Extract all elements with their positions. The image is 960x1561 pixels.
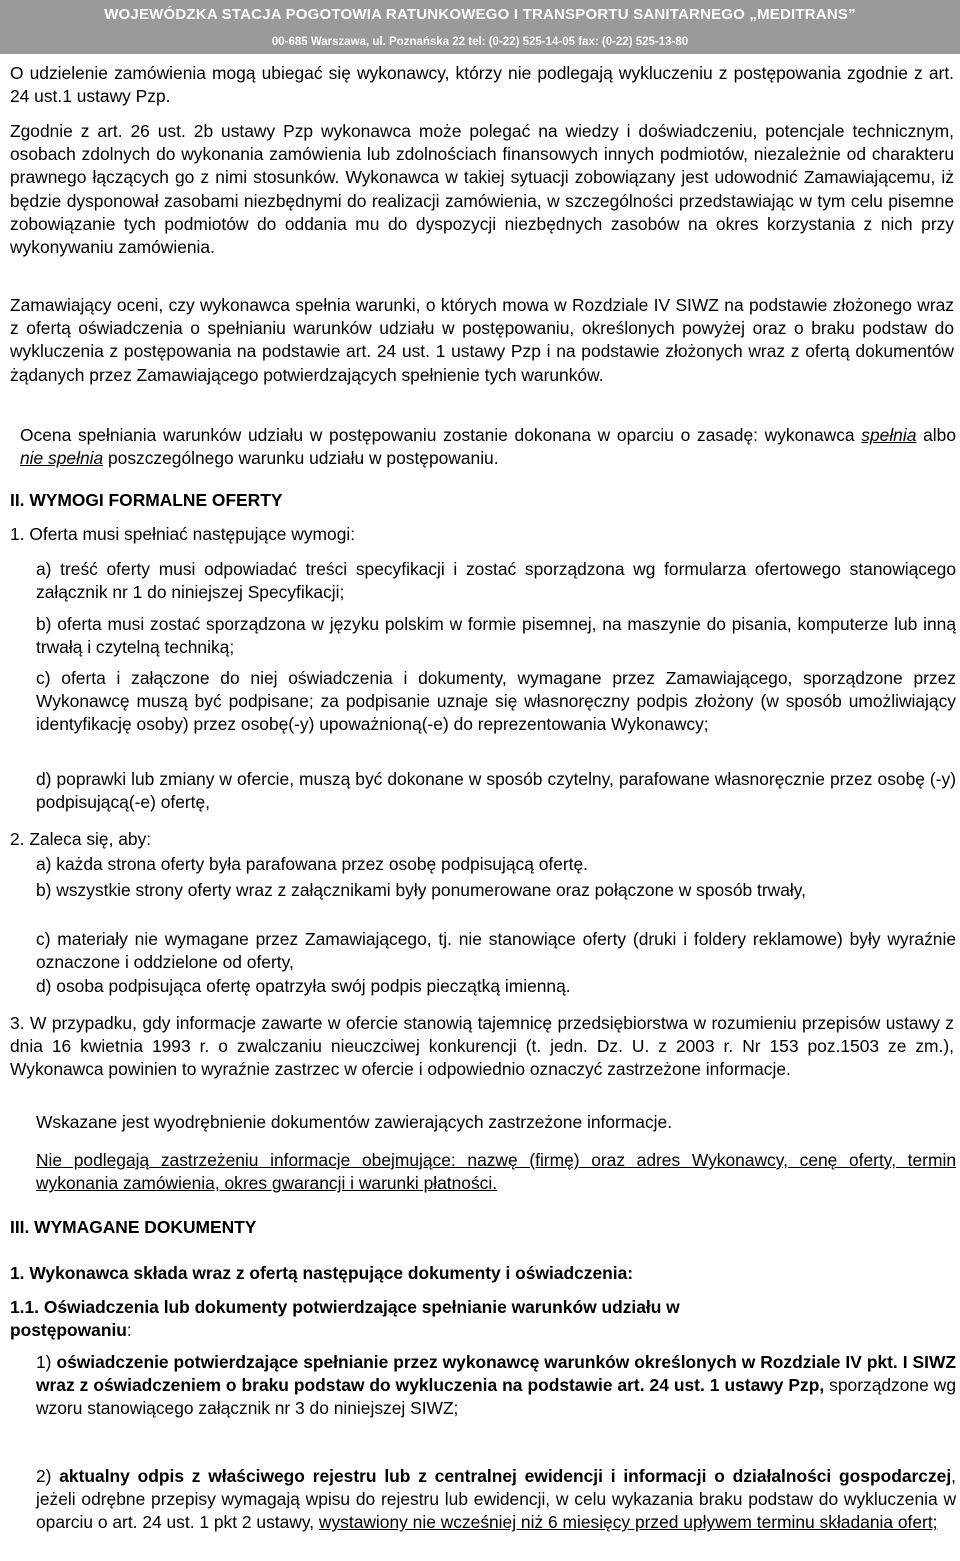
paragraph-assessment-rule [20, 424, 956, 470]
document-1-rest: sporządzone wg wzoru stanowiącego załącznik nr 3 do niniejszej SIWZ; [36, 1375, 956, 1419]
paragraph-evaluation: Zamawiający oceni, czy wykonawca spełnia warunki, o których mowa w Rozdziale IV SIWZ na podstawie złożonego wraz z ofertą oświadczenia o spełnianiu warunków udziału w postępowaniu, określonych powyżej oraz o braku podstaw do wykluczenia z postępowania na podstawie art. 24 ust. 1 ustawy Pzp i na podstawie złożonych wraz z ofertą dokumentów żądanych przez Zamawiającego potwierdzających spełnienie tych warunków. [10, 295, 954, 385]
section-3-item-1-1 [10, 1296, 954, 1342]
document-2 [36, 1465, 956, 1535]
section-2-item-3: 3. W przypadku, gdy informacje zawarte w ofercie stanowią tajemnicę przedsiębiorstwa w rozumieniu przepisów ustawy z dnia 16 kwietnia 1993 r. o zwalczaniu nieuczciwej konkurencji (t. jedn. Dz. U. z 2003 r. Nr 153 poz.1503 ze zm.), Wykonawca powinien to wyraźnie zastrzec w ofercie i odpowiednio oznaczyć zastrzeżone informacje. [10, 1013, 954, 1080]
requirement-b: b) oferta musi zostać sporządzona w języku polskim w formie pisemnej, na maszynie do pisania, komputerze lub inną trwałą i czytelną techniką; [36, 614, 956, 658]
recommendation-a: a) każda strona oferty była parafowana przez osobę podpisującą ofertę. [36, 854, 588, 874]
document-1-number: 1) [36, 1352, 57, 1372]
assessment-text-2: albo [916, 425, 956, 445]
assessment-text-1: Ocena spełniania warunków udziału w postępowaniu zostanie dokonana w oparciu o zasadę: wykonawca [20, 425, 862, 445]
assessment-meets: spełnia [861, 425, 917, 445]
requirement-d: d) poprawki lub zmiany w ofercie, muszą być dokonane w sposób czytelny, parafowane własnoręcznie przez osobę (-y) podpisującą(-e) ofertę, [36, 769, 956, 813]
section-2-item-3-exclusion: Nie podlegają zastrzeżeniu informacje obejmujące: nazwę (firmę) oraz adres Wykonawcy, cenę oferty, termin wykonania zamówienia, okres gwarancji i warunki płatności. [36, 1150, 956, 1194]
document-2-rest: , jeżeli odrębne przepisy wymagają wpisu do rejestru lub ewidencji, w celu wykazania braku podstaw do wykluczenia w oparciu o art. 24 ust. 1 pkt 2 ustawy, [36, 1466, 956, 1533]
document-1 [36, 1351, 956, 1421]
paragraph-eligibility: O udzielenie zamówienia mogą ubiegać się wykonawcy, którzy nie podlegają wykluczeniu z postępowania zgodnie z art. 24 ust.1 ustawy Pzp. [10, 63, 954, 107]
document-2-bold: aktualny odpis z właściwego rejestru lub z centralnej ewidencji i informacji o działalności gospodarczej [59, 1466, 952, 1486]
document-1-bold: oświadczenie potwierdzające spełnianie przez wykonawcę warunków określonych w Rozdziale IV pkt. I SIWZ wraz z oświadczeniem o braku podstaw do wykluczenia na podstawie art. 24 ust. 1 ustawy Pzp, [36, 1352, 957, 1396]
assessment-not-meets: nie spełnia [20, 448, 104, 469]
header-title: WOJEWÓDZKA STACJA POGOTOWIA RATUNKOWEGO I TRANSPORTU SANITARNEGO „MEDITRANS” [104, 6, 856, 23]
document-2-underlined: wystawiony nie wcześniej niż 6 miesięcy przed upływem terminu składania ofert; [318, 1512, 938, 1533]
assessment-text-3: poszczególnego warunku udziału w postępowaniu. [103, 448, 499, 469]
section-3-item-1: 1. Wykonawca składa wraz z ofertą następujące dokumenty i oświadczenia: [10, 1263, 634, 1283]
paragraph-resources: Zgodnie z art. 26 ust. 2b ustawy Pzp wykonawca może polegać na wiedzy i doświadczeniu, potencjale technicznym, osobach zdolnych do wykonania zamówienia lub zdolnościach finansowych innych podmiotów, niezależnie od charakteru prawnego łączących go z nimi stosunków. Wykonawca w takiej sytuacji zobowiązany jest udowodnić Zamawiającemu, iż będzie dysponował zasobami niezbędnymi do realizacji zamówienia, w szczególności przedstawiając w tym celu pisemne zobowiązanie tych podmiotów do oddania mu do dyspozycji niezbędnych zasobów na okres korzystania z nich przy wykonywaniu zamówienia. [10, 121, 954, 258]
item-1-1-title: 1.1. Oświadczenia lub dokumenty potwierdzające spełnianie warunków udziału w [10, 1297, 680, 1317]
requirement-c: c) oferta i załączone do niej oświadczenia i dokumenty, wymagane przez Zamawiającego, sporządzone przez Wykonawcę muszą być podpisane; za podpisanie uznaje się własnoręczny podpis złożony (w sposób umożliwiający identyfikację osoby) przez osobę(-y) upoważnioną(-e) do reprezentowania Wykonawcy; [36, 668, 956, 735]
header-address: 00-685 Warszawa, ul. Poznańska 22 tel: (0-22) 525-14-05 fax: (0-22) 525-13-80 [271, 36, 689, 48]
recommendation-b: b) wszystkie strony oferty wraz z załącznikami były ponumerowane oraz połączone w sposób trwały, [36, 880, 807, 900]
document-2-number: 2) [36, 1466, 60, 1486]
recommendation-d: d) osoba podpisująca ofertę opatrzyła swój podpis pieczątką imienną. [36, 976, 571, 996]
section-3-heading: III. WYMAGANE DOKUMENTY [10, 1217, 257, 1237]
recommendation-c: c) materiały nie wymagane przez Zamawiającego, tj. nie stanowiące oferty (druki i foldery reklamowe) były wyraźnie oznaczone i oddzielone od oferty, [36, 929, 956, 973]
requirement-a: a) treść oferty musi odpowiadać treści specyfikacji i zostać sporządzona wg formularza ofertowego stanowiącego załącznik nr 1 do niniejszej Specyfikacji; [36, 559, 956, 603]
item-1-1-title-tail: postępowaniu [10, 1320, 127, 1341]
document-header [0, 0, 960, 54]
section-2-item-2: 2. Zaleca się, aby: [10, 829, 152, 849]
section-2-item-1: 1. Oferta musi spełniać następujące wymogi: [10, 524, 356, 544]
section-2-item-3-note: Wskazane jest wyodrębnienie dokumentów zawierających zastrzeżone informacje. [36, 1112, 673, 1132]
section-2-heading: II. WYMOGI FORMALNE OFERTY [10, 490, 283, 510]
item-1-1-colon: : [126, 1320, 132, 1341]
